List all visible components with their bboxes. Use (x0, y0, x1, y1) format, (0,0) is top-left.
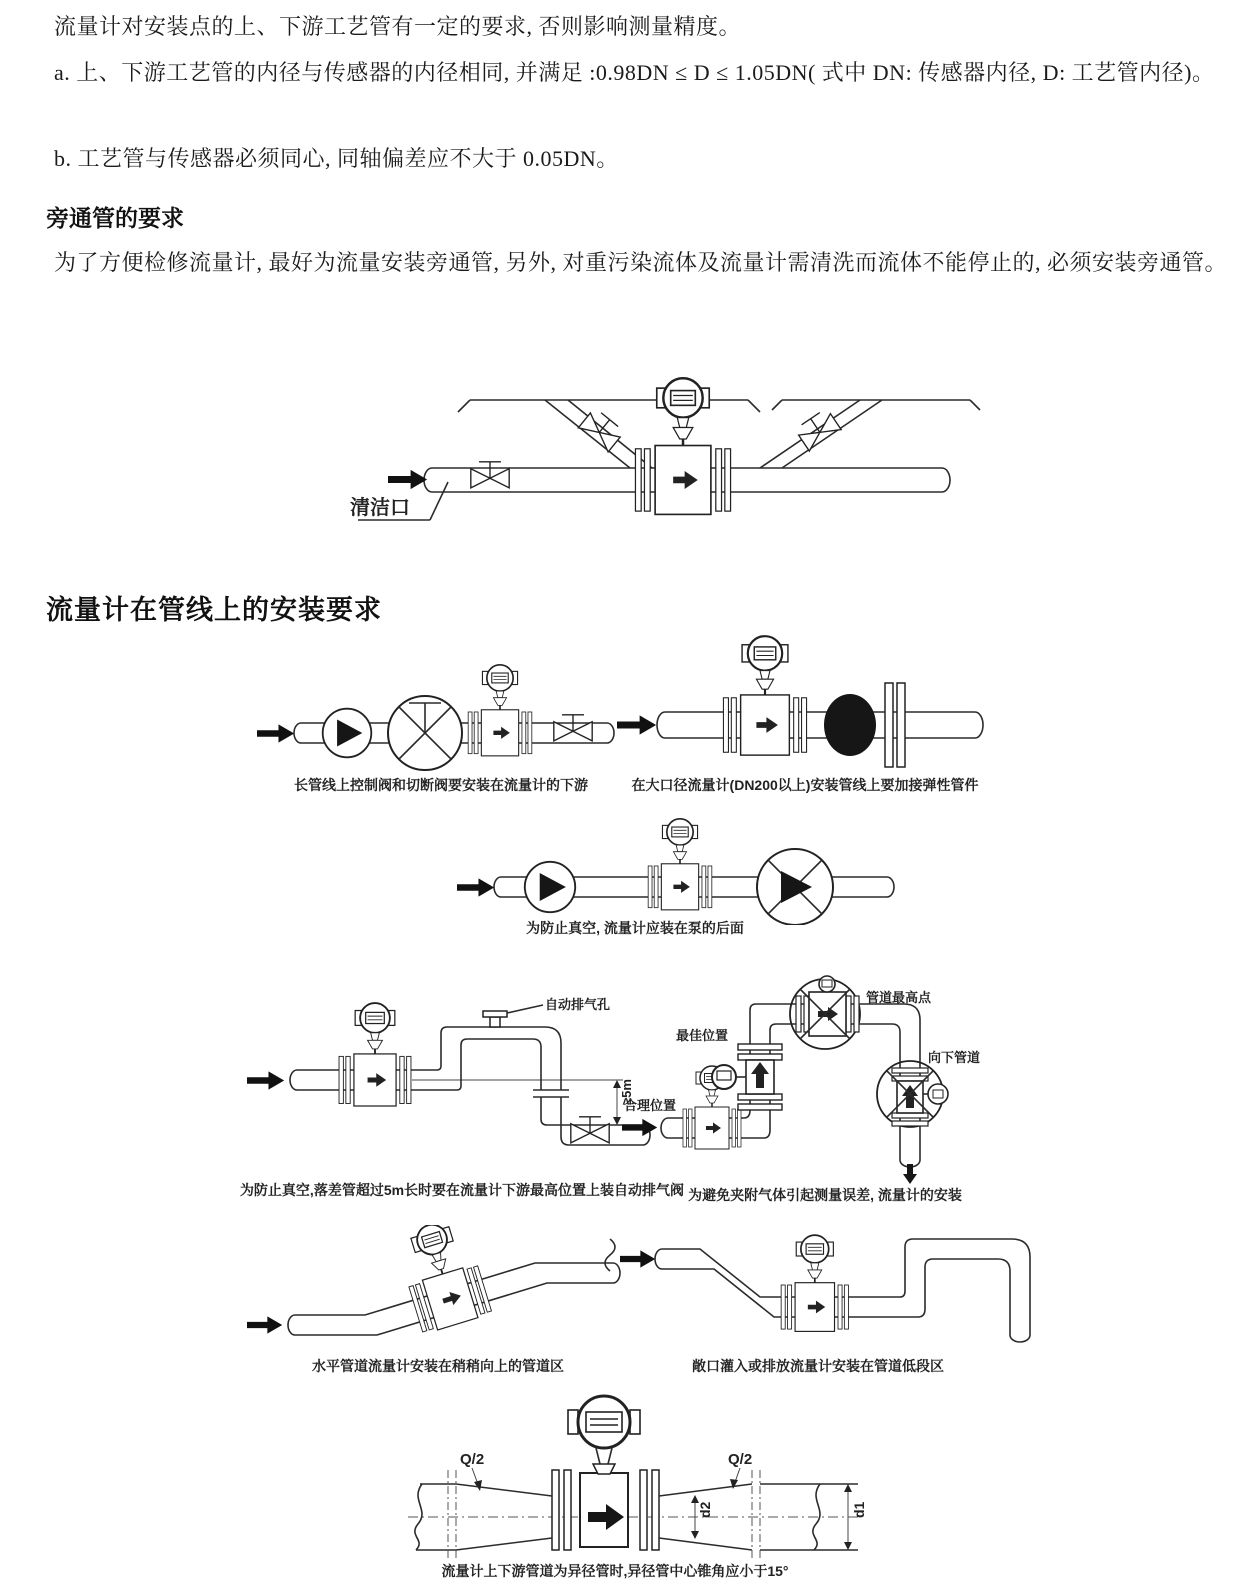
gate-valve (471, 462, 509, 488)
control-valve (388, 696, 462, 770)
flowmeter (468, 665, 532, 756)
diagram-upward-slope (245, 1225, 625, 1350)
shutoff-valve (554, 715, 592, 741)
flow-arrow (257, 724, 294, 742)
caption-row1-right: 在大口径流量计(DN200以上)安装管线上要加接弹性管件 (631, 777, 979, 793)
flowmeter (552, 1396, 659, 1550)
pipe-highest-label: 管道最高点 (866, 990, 932, 1005)
pipe-break-squiggle (605, 1239, 615, 1271)
right-pipe (659, 1470, 858, 1560)
flow-arrow (457, 878, 494, 896)
diagram-gas-entrapment (620, 960, 1020, 1190)
intro-paragraph: 流量计对安装点的上、下游工艺管有一定的要求, 否则影响测量精度。 (54, 14, 742, 39)
crossed-meter-downpipe (877, 1061, 948, 1127)
angle-dimension-left (472, 1468, 482, 1491)
flowmeter (781, 1235, 848, 1331)
flowmeter-best-position (712, 1044, 782, 1110)
left-pipe (415, 1470, 552, 1560)
pump-icon (525, 862, 575, 912)
angle-left-label: Q/2 (460, 1451, 485, 1468)
crossed-meter-highest (790, 976, 860, 1049)
flowmeter (635, 378, 730, 514)
bypass-section-body: 为了方便检修流量计, 最好为流量安装旁通管, 另外, 对重污染流体及流量计需清洗而流体不能停止的, 必须安装旁通管。 (54, 250, 1228, 275)
down-pipe-label: 向下管道 (928, 1050, 981, 1065)
best-position-label: 最佳位置 (676, 1028, 729, 1043)
caption-row3-right: 为避免夹附气体引起测量误差, 流量计的安装 (688, 1187, 962, 1203)
diagram-low-section (600, 1225, 1100, 1360)
pump-icon (323, 709, 372, 758)
flange-pair (885, 683, 905, 767)
caption-row3-left: 为防止真空,落差管超过5m长时要在流量计下游最高位置上装自动排气阀 (239, 1182, 685, 1198)
diagram-air-vent (245, 975, 655, 1175)
diagram-valves-downstream (255, 630, 615, 775)
down-arrow (903, 1164, 917, 1184)
flow-arrow (622, 1119, 657, 1136)
item-b-paragraph: b. 工艺管与传感器必须同心, 同轴偏差应不大于 0.05DN。 (54, 146, 619, 171)
diagram-elastic-fitting (615, 625, 985, 770)
diagram-reducer (400, 1390, 870, 1562)
air-vent-label: 自动排气孔 (545, 997, 611, 1012)
bypass-pipe-diagram (330, 370, 1010, 565)
caption-row4-right: 敞口灌入或排放流量计安装在管道低段区 (692, 1358, 944, 1374)
caption-row2: 为防止真空, 流量计应装在泵的后面 (526, 920, 744, 936)
caption-row1-left: 长管线上控制阀和切断阀要安装在流量计的下游 (294, 777, 588, 793)
flow-arrow (388, 470, 427, 489)
caption-row4-left: 水平管道流量计安装在稍稍向上的管道区 (312, 1358, 564, 1374)
pipe (655, 1239, 1030, 1342)
flowmeter (339, 1003, 411, 1106)
flow-arrow (247, 1071, 284, 1089)
min-height-label: ≥5m (619, 1079, 634, 1105)
air-vent (483, 1005, 543, 1027)
d1-label: d1 (851, 1501, 867, 1518)
install-section-heading: 流量计在管线上的安装要求 (46, 595, 382, 625)
diagram-after-pump (455, 815, 900, 925)
bypass-valve-right (795, 408, 841, 451)
pipe (657, 712, 983, 738)
flowmeter (648, 819, 712, 910)
pipe (290, 1027, 650, 1145)
crossed-pump (757, 849, 833, 925)
clean-port-label: 清洁口 (350, 497, 410, 519)
flow-arrow (247, 1316, 282, 1333)
flow-arrow (620, 1250, 655, 1267)
d2-label: d2 (697, 1501, 713, 1518)
flow-arrow (617, 715, 656, 734)
drain-valve (571, 1117, 609, 1143)
elastic-fitting (824, 694, 876, 756)
ok-position-label: 合理位置 (624, 1098, 677, 1113)
item-a-paragraph: a. 上、下游工艺管的内径与传感器的内径相同, 并满足 :0.98DN ≤ D ≤ 1.05DN( 式中 DN: 传感器内径, D: 工艺管内径)。 (54, 60, 1215, 85)
flowmeter (393, 1225, 492, 1334)
caption-row5: 流量计上下游管道为异径管时,异径管中心锥角应小于15° (441, 1563, 789, 1579)
bypass-section-heading: 旁通管的要求 (46, 205, 184, 231)
flowmeter (723, 636, 806, 755)
angle-right-label: Q/2 (728, 1451, 753, 1468)
